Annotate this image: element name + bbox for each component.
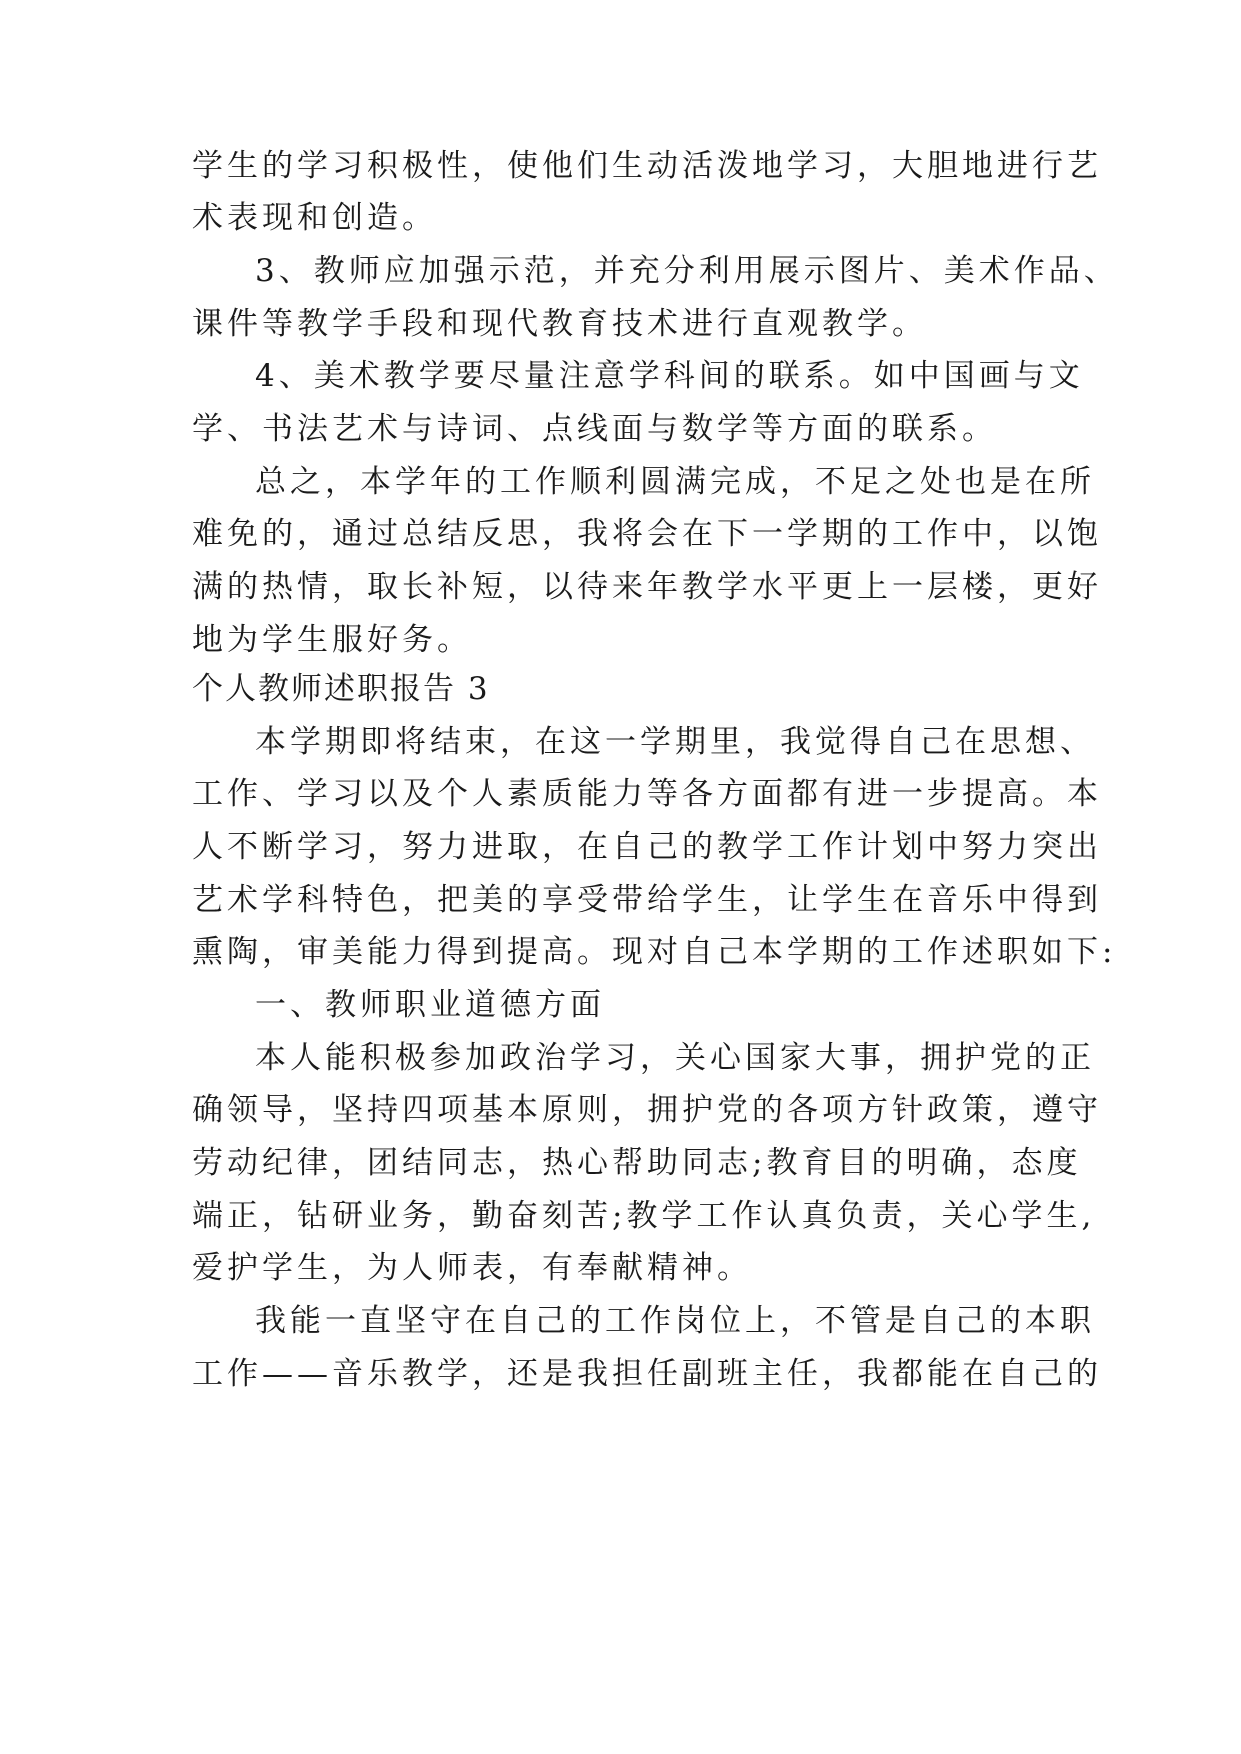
paragraph-line: 艺术学科特色，把美的享受带给学生，让学生在音乐中得到	[192, 882, 1102, 918]
paragraph-line: 术表现和创造。	[192, 200, 437, 236]
paragraph-line: 3、教师应加强示范，并充分利用展示图片、美术作品、	[255, 253, 1119, 289]
paragraph-line: 端正，钻研业务，勤奋刻苦;教学工作认真负责，关心学生,	[192, 1198, 1096, 1234]
paragraph-line: 课件等教学手段和现代教育技术进行直观教学。	[192, 306, 927, 342]
paragraph-line: 工作——音乐教学，还是我担任副班主任，我都能在自己的	[192, 1356, 1102, 1392]
paragraph-line: 工作、学习以及个人素质能力等各方面都有进一步提高。本	[192, 776, 1102, 812]
paragraph-line: 地为学生服好务。	[192, 622, 472, 658]
paragraph-line: 劳动纪律，团结同志，热心帮助同志;教育目的明确，态度	[192, 1145, 1082, 1181]
paragraph-line: 确领导，坚持四项基本原则，拥护党的各项方针政策，遵守	[192, 1092, 1102, 1128]
paragraph-line: 本学期即将结束，在这一学期里，我觉得自己在思想、	[255, 724, 1095, 760]
paragraph-line: 学、书法艺术与诗词、点线面与数学等方面的联系。	[192, 411, 997, 447]
paragraph-line: 人不断学习，努力进取，在自己的教学工作计划中努力突出	[192, 829, 1102, 865]
paragraph-line: 本人能积极参加政治学习，关心国家大事，拥护党的正	[255, 1040, 1095, 1076]
paragraph-line: 我能一直坚守在自己的工作岗位上，不管是自己的本职	[255, 1303, 1095, 1339]
section-heading: 个人教师述职报告 3	[192, 671, 490, 707]
paragraph-line: 爱护学生，为人师表，有奉献精神。	[192, 1250, 752, 1286]
paragraph-line: 熏陶，审美能力得到提高。现对自己本学期的工作述职如下:	[192, 934, 1117, 970]
paragraph-line: 学生的学习积极性，使他们生动活泼地学习，大胆地进行艺	[192, 148, 1102, 184]
paragraph-line: 难免的，通过总结反思，我将会在下一学期的工作中，以饱	[192, 516, 1102, 552]
paragraph-line: 总之，本学年的工作顺利圆满完成，不足之处也是在所	[255, 464, 1095, 500]
subsection-heading: 一、教师职业道德方面	[255, 987, 605, 1023]
paragraph-line: 满的热情，取长补短，以待来年教学水平更上一层楼，更好	[192, 569, 1102, 605]
paragraph-line: 4、美术教学要尽量注意学科间的联系。如中国画与文	[255, 358, 1084, 394]
